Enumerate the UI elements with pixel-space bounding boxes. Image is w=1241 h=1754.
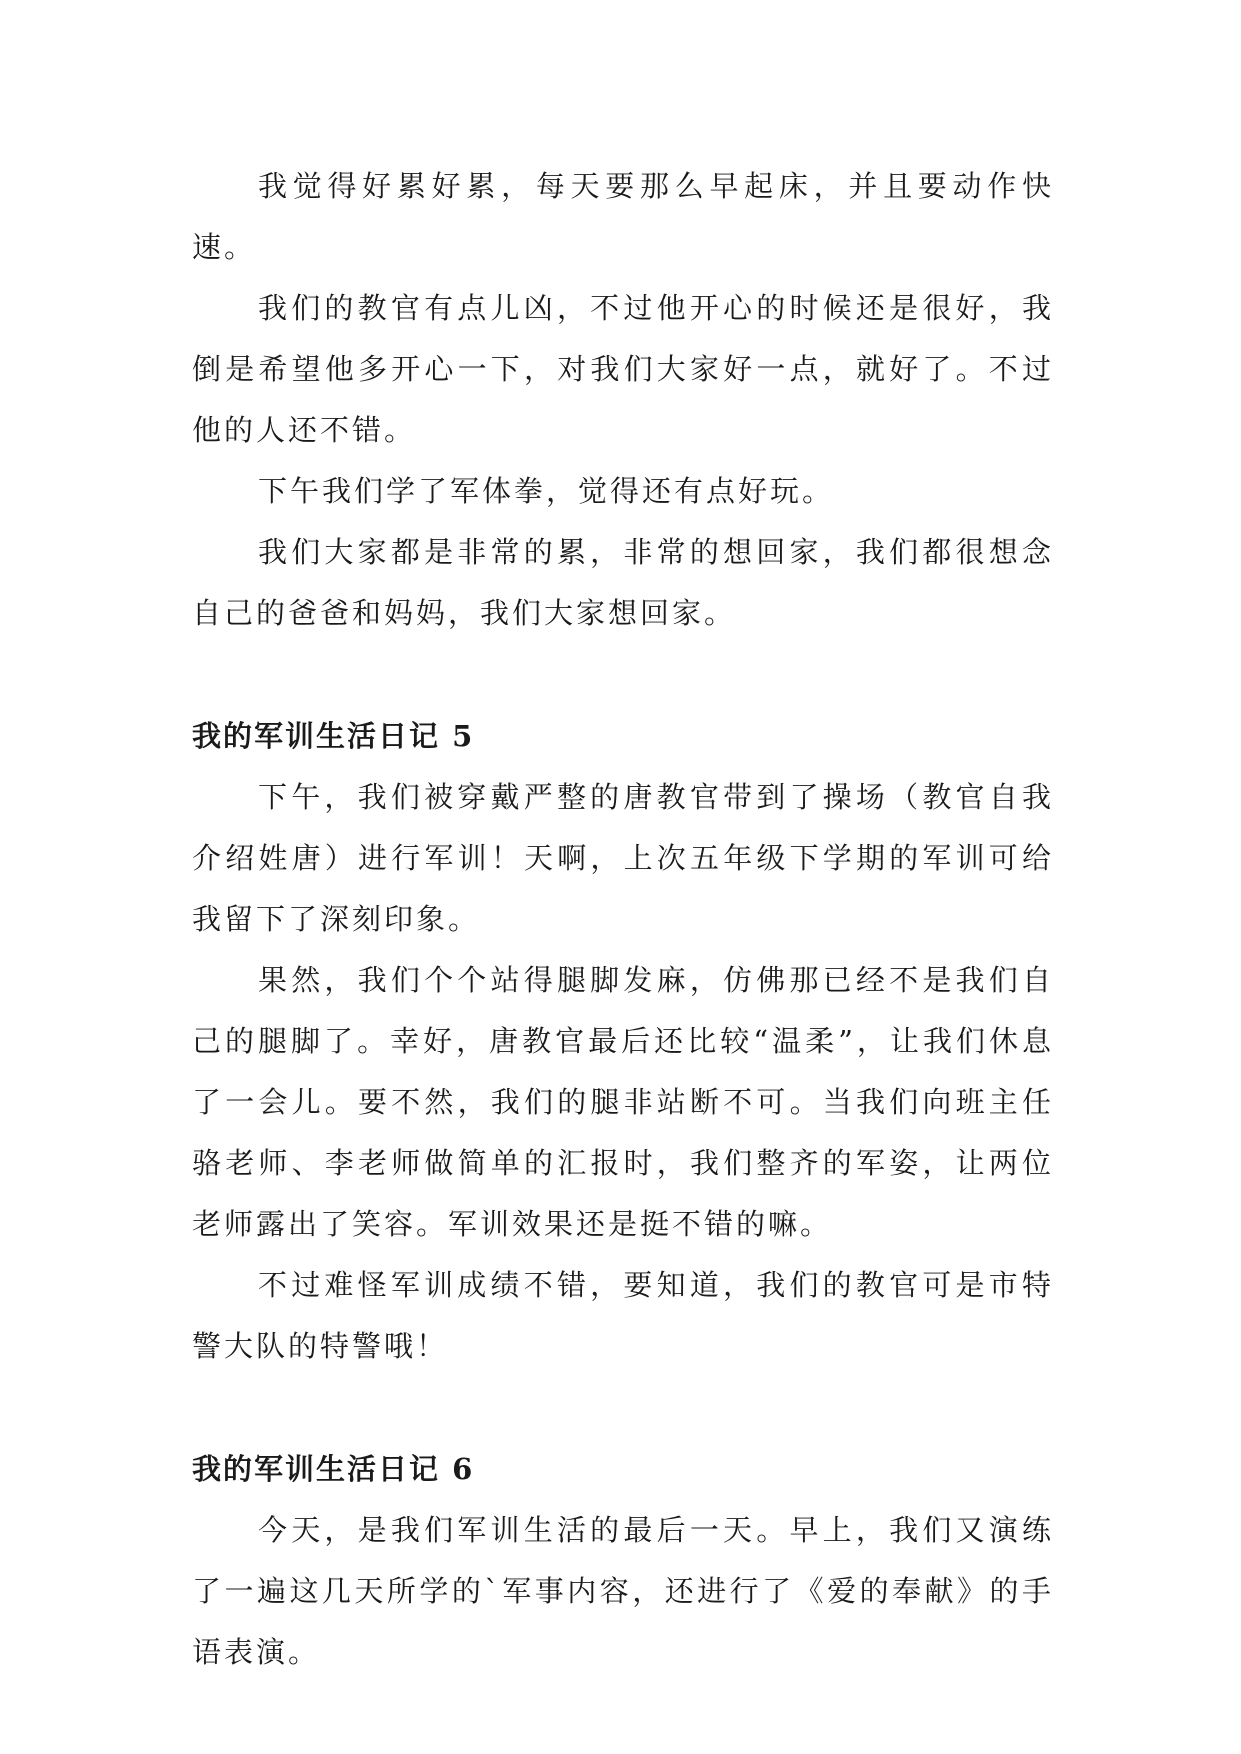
paragraph: 今天，是我们军训生活的最后一天。早上，我们又演练了一遍这几天所学的`军事内容，还进行了《爱的奉献》的手语表演。 <box>192 1513 1054 1669</box>
section-diary-5 <box>192 706 1054 1377</box>
paragraph: 果然，我们个个站得腿脚发麻，仿佛那已经不是我们自己的腿脚了。幸好，唐教官最后还比较“温柔”，让我们休息了一会儿。要不然，我们的腿非站断不可。当我们向班主任骆老师、李老师做简单的汇报时，我们整齐的军姿，让两位老师露出了笑容。军训效果还是挺不错的嘛。 <box>192 963 1054 1241</box>
section-spacer <box>192 644 1054 706</box>
section-spacer <box>192 1377 1054 1439</box>
paragraph: 下午，我们被穿戴严整的唐教官带到了操场（教官自我介绍姓唐）进行军训！天啊，上次五年级下学期的军训可给我留下了深刻印象。 <box>192 780 1054 936</box>
section-continuation <box>192 156 1054 644</box>
paragraph: 我们的教官有点儿凶，不过他开心的时候还是很好，我倒是希望他多开心一下，对我们大家好一点，就好了。不过他的人还不错。 <box>192 291 1054 447</box>
paragraph: 我们大家都是非常的累，非常的想回家，我们都很想念自己的爸爸和妈妈，我们大家想回家。 <box>192 535 1054 630</box>
section-title: 我的军训生活日记 5 <box>192 719 475 753</box>
paragraph: 不过难怪军训成绩不错，要知道，我们的教官可是市特警大队的特警哦！ <box>192 1268 1054 1363</box>
section-title: 我的军训生活日记 6 <box>192 1452 475 1486</box>
document-page <box>192 156 1054 1683</box>
paragraph: 下午我们学了军体拳，觉得还有点好玩。 <box>258 474 835 508</box>
paragraph: 我觉得好累好累，每天要那么早起床，并且要动作快速。 <box>192 169 1054 264</box>
section-diary-6 <box>192 1439 1054 1683</box>
